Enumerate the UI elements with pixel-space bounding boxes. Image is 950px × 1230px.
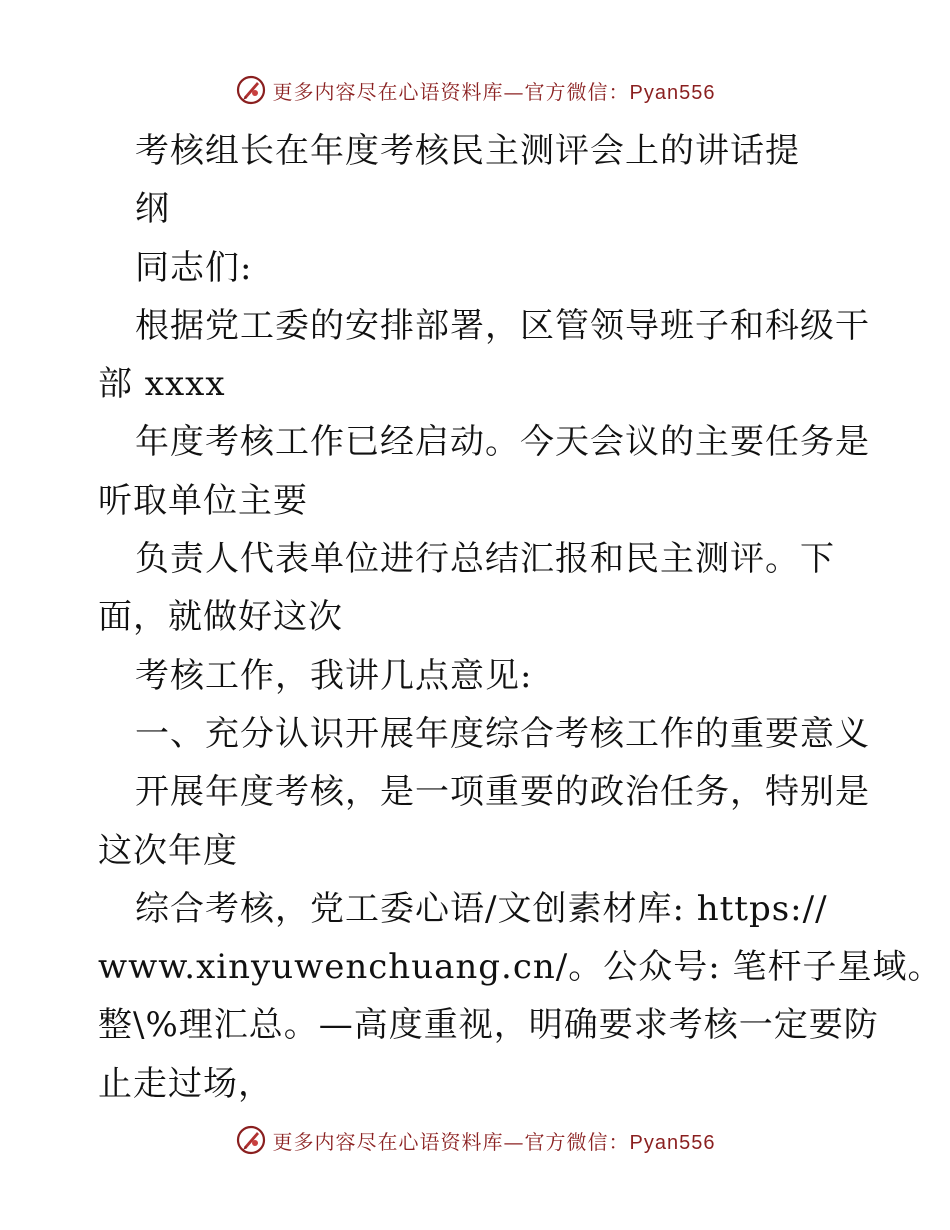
footer-banner-text: 更多内容尽在心语资料库—官方微信：Pyan556	[272, 1129, 716, 1154]
text-line: 考核工作，我讲几点意见:	[135, 655, 533, 696]
text-line: 止走过场，	[98, 1063, 273, 1104]
header-banner	[0, 70, 950, 110]
text-line: 开展年度考核，是一项重要的政治任务，特别是	[135, 772, 870, 813]
text-line: 负责人代表单位进行总结汇报和民主测评。下	[135, 539, 835, 580]
text-line: 纲	[135, 189, 170, 230]
text-line: 面，就做好这次	[98, 597, 343, 638]
header-banner-contact: Pyan556	[629, 81, 716, 104]
text-line: 综合考核，党工委心语/文创素材库: https://	[135, 888, 828, 929]
text-line: 这次年度	[98, 830, 238, 871]
footer-banner	[0, 1120, 950, 1160]
text-line: 整\%理汇总。—高度重视，明确要求考核一定要防	[98, 1005, 879, 1046]
header-banner-text: 更多内容尽在心语资料库—官方微信：Pyan556	[272, 79, 716, 104]
text-line: 听取单位主要	[98, 480, 308, 521]
document-body	[98, 122, 943, 1113]
text-line: 一、充分认识开展年度综合考核工作的重要意义	[135, 713, 870, 754]
text-line: www.xinyuwenchuang.cn/。公众号: 笔杆子星域。	[98, 947, 943, 988]
text-line: 年度考核工作已经启动。今天会议的主要任务是	[135, 422, 870, 463]
quill-pen-logo-icon	[235, 1124, 267, 1156]
text-line: 部 xxxx	[98, 364, 226, 405]
text-line: 考核组长在年度考核民主测评会上的讲话提	[135, 131, 800, 171]
text-line: 根据党工委的安排部署，区管领导班子和科级干	[135, 305, 870, 346]
footer-banner-contact: Pyan556	[629, 1131, 716, 1154]
quill-pen-logo-icon	[235, 74, 267, 106]
text-line: 同志们:	[135, 247, 253, 288]
